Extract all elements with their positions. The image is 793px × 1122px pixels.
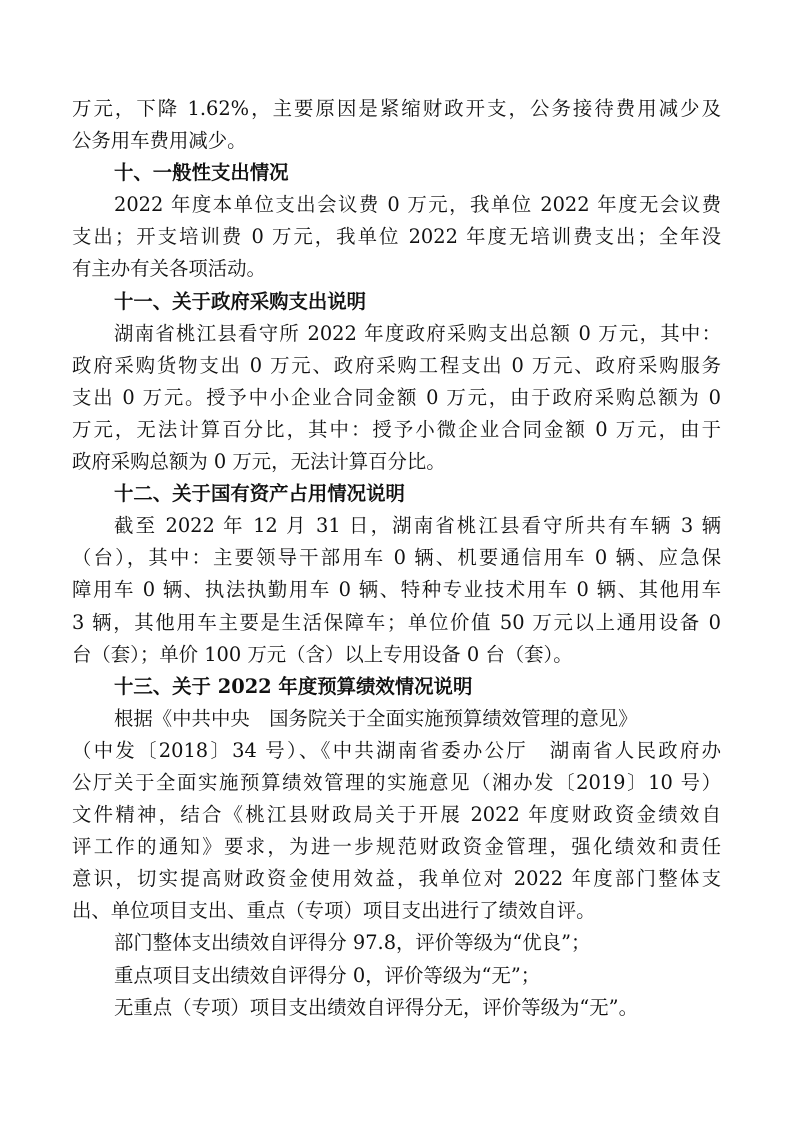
text-line: 评工作的通知》要求，为进一步规范财政资金管理，强化绩效和责任 xyxy=(72,835,721,859)
text-line: 2022 年度本单位支出会议费 0 万元，我单位 2022 年度无会议费 xyxy=(114,193,721,217)
text-line: 文件精神，结合《桃江县财政局关于开展 2022 年度财政资金绩效自 xyxy=(72,803,721,827)
text-line: 政府采购货物支出 0 万元、政府采购工程支出 0 万元、政府采购服务 xyxy=(72,353,721,377)
section-heading: 十二、关于国有资产占用情况说明 xyxy=(114,482,405,506)
text-line: 公务用车费用减少。 xyxy=(72,129,247,153)
text-line: 部门整体支出绩效自评得分 97.8，评价等级为“优良”； xyxy=(114,931,591,955)
text-line: 支出；开支培训费 0 万元，我单位 2022 年度无培训费支出；全年没 xyxy=(72,225,721,249)
text-line: 支出 0 万元。授予中小企业合同金额 0 万元，由于政府采购总额为 0 xyxy=(72,385,721,409)
text-line: 截至 2022 年 12 月 31 日，湖南省桃江县看守所共有车辆 3 辆 xyxy=(114,514,721,538)
text-line: 无重点（专项）项目支出绩效自评得分无，评价等级为“无”。 xyxy=(114,995,638,1019)
text-line: 根据《中共中央 国务院关于全面实施预算绩效管理的意见》 xyxy=(114,706,638,730)
text-line: 有主办有关各项活动。 xyxy=(72,257,266,281)
text-line: 万元，下降 1.62%，主要原因是紧缩财政开支，公务接待费用减少及 xyxy=(72,97,721,120)
section-heading: 十、一般性支出情况 xyxy=(114,161,289,185)
text-line: 障用车 0 辆、执法执勤用车 0 辆、特种专业技术用车 0 辆、其他用车 xyxy=(72,578,721,602)
text-line: 出、单位项目支出、重点（专项）项目支出进行了绩效自评。 xyxy=(72,899,596,923)
text-line: 政府采购总额为 0 万元，无法计算百分比。 xyxy=(72,450,446,474)
text-line: 万元，无法计算百分比，其中：授予小微企业合同金额 0 万元，由于 xyxy=(72,417,721,441)
document-page xyxy=(72,93,721,1024)
text-line: 3 辆，其他用车主要是生活保障车；单位价值 50 万元以上通用设备 0 xyxy=(72,610,721,634)
text-line: 意识，切实提高财政资金使用效益，我单位对 2022 年度部门整体支 xyxy=(72,867,721,891)
text-line: 台（套）；单价 100 万元（含）以上专用设备 0 台（套）。 xyxy=(72,642,573,666)
section-heading: 十三、关于 2022 年度预算绩效情况说明 xyxy=(114,674,473,698)
text-line: 湖南省桃江县看守所 2022 年度政府采购支出总额 0 万元，其中： xyxy=(114,321,721,345)
section-heading: 十一、关于政府采购支出说明 xyxy=(114,289,367,313)
text-line: （中发〔2018〕34 号）、《中共湖南省委办公厅 湖南省人民政府办 xyxy=(72,738,721,762)
text-line: 重点项目支出绩效自评得分 0，评价等级为“无”； xyxy=(114,963,541,987)
text-line: （台），其中：主要领导干部用车 0 辆、机要通信用车 0 辆、应急保 xyxy=(72,546,721,570)
text-line: 公厅关于全面实施预算绩效管理的实施意见（湘办发〔2019〕10 号） xyxy=(72,770,721,794)
